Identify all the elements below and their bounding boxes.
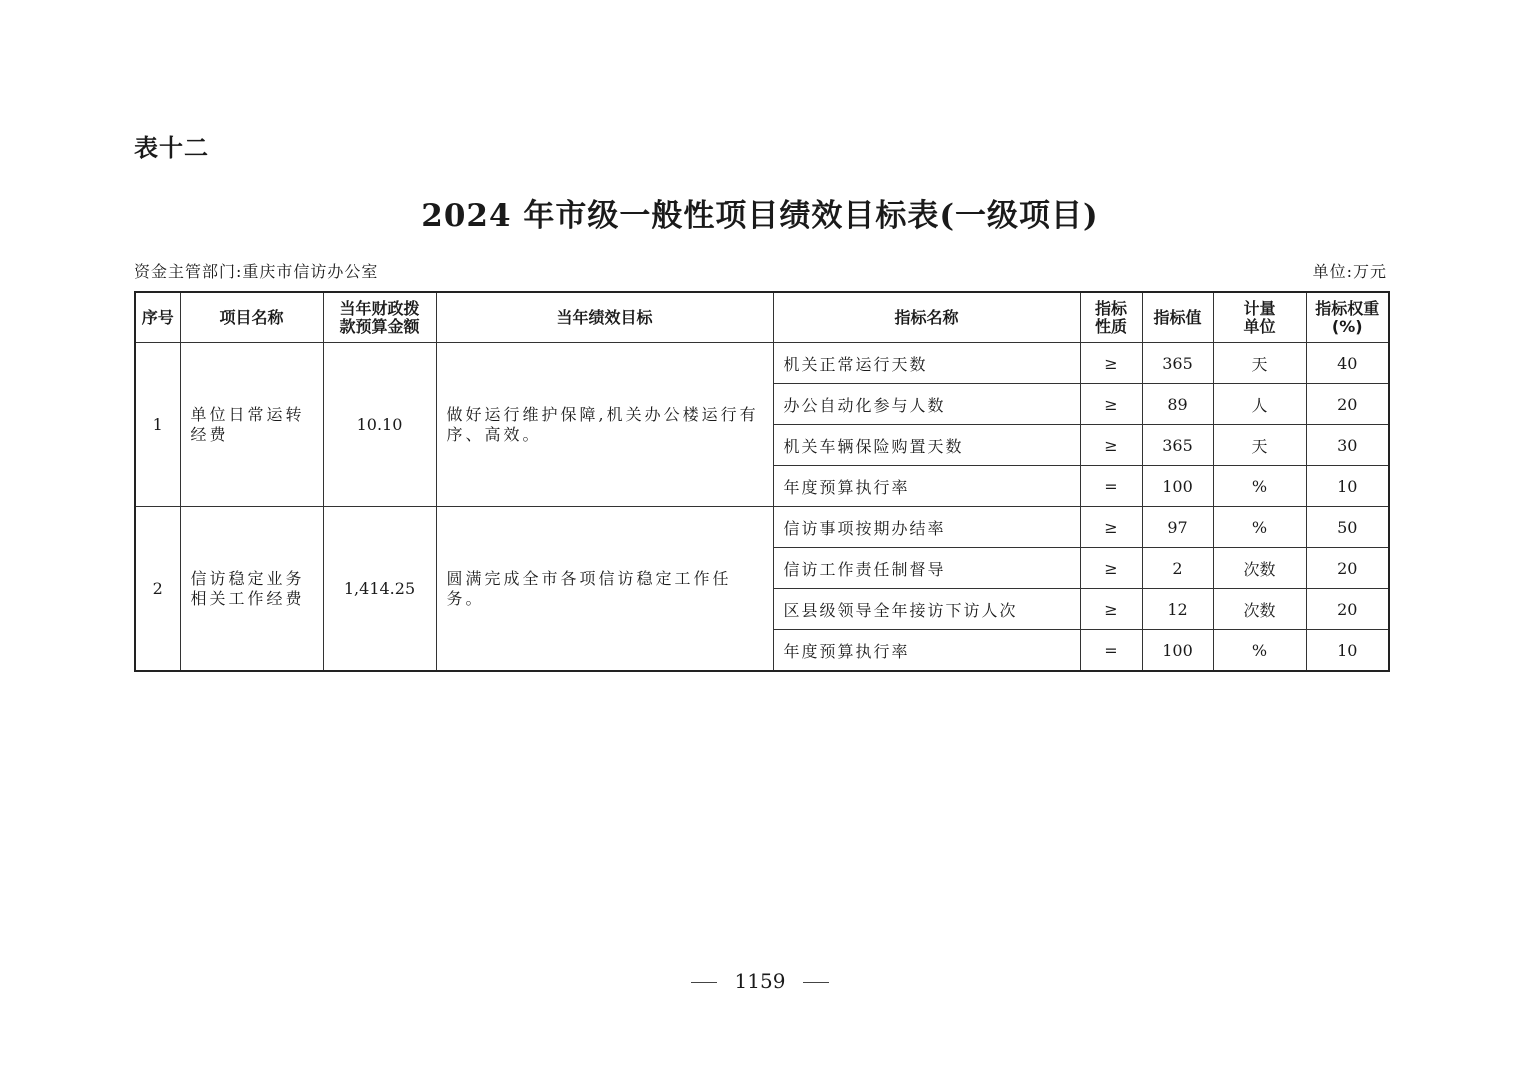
indicator-unit: % bbox=[1213, 630, 1306, 672]
indicator-value: 97 bbox=[1142, 507, 1213, 548]
project-goal: 圆满完成全市各项信访稳定工作任务。 bbox=[436, 507, 773, 672]
indicator-nature: ≥ bbox=[1080, 343, 1142, 384]
indicator-name: 信访事项按期办结率 bbox=[773, 507, 1080, 548]
department-label: 资金主管部门:重庆市信访办公室 bbox=[134, 262, 379, 281]
indicator-value: 89 bbox=[1142, 384, 1213, 425]
indicator-unit: 天 bbox=[1213, 343, 1306, 384]
indicator-weight: 20 bbox=[1306, 548, 1389, 589]
header-seq: 序号 bbox=[135, 292, 180, 343]
project-goal: 做好运行维护保障,机关办公楼运行有序、高效。 bbox=[436, 343, 773, 507]
unit-label: 单位:万元 bbox=[1312, 262, 1387, 281]
header-budget: 当年财政拨 款预算金额 bbox=[323, 292, 436, 343]
indicator-weight: 40 bbox=[1306, 343, 1389, 384]
table-header-row bbox=[135, 292, 1389, 343]
header-unit: 计量 单位 bbox=[1213, 292, 1306, 343]
header-indicator-name: 指标名称 bbox=[773, 292, 1080, 343]
indicator-name: 机关正常运行天数 bbox=[773, 343, 1080, 384]
indicator-weight: 10 bbox=[1306, 630, 1389, 672]
table-row bbox=[135, 507, 1389, 548]
project-seq: 2 bbox=[135, 507, 180, 672]
footer-dash-left bbox=[691, 982, 717, 983]
project-budget: 10.10 bbox=[323, 343, 436, 507]
indicator-unit: % bbox=[1213, 507, 1306, 548]
project-name: 信访稳定业务相关工作经费 bbox=[180, 507, 323, 672]
indicator-weight: 20 bbox=[1306, 589, 1389, 630]
header-nature: 指标 性质 bbox=[1080, 292, 1142, 343]
indicator-nature: ≥ bbox=[1080, 425, 1142, 466]
indicator-weight: 20 bbox=[1306, 384, 1389, 425]
page-footer bbox=[0, 969, 1520, 993]
indicator-value: 365 bbox=[1142, 425, 1213, 466]
indicator-name: 信访工作责任制督导 bbox=[773, 548, 1080, 589]
footer-dash-right bbox=[803, 982, 829, 983]
project-seq: 1 bbox=[135, 343, 180, 507]
indicator-unit: 天 bbox=[1213, 425, 1306, 466]
indicator-value: 12 bbox=[1142, 589, 1213, 630]
indicator-name: 区县级领导全年接访下访人次 bbox=[773, 589, 1080, 630]
header-weight: 指标权重 (%) bbox=[1306, 292, 1389, 343]
table-row bbox=[135, 343, 1389, 384]
indicator-value: 100 bbox=[1142, 466, 1213, 507]
indicator-nature: = bbox=[1080, 466, 1142, 507]
indicator-name: 年度预算执行率 bbox=[773, 630, 1080, 672]
indicator-value: 100 bbox=[1142, 630, 1213, 672]
indicator-name: 机关车辆保险购置天数 bbox=[773, 425, 1080, 466]
header-goal: 当年绩效目标 bbox=[436, 292, 773, 343]
table-label: 表十二 bbox=[134, 134, 209, 162]
indicator-unit: % bbox=[1213, 466, 1306, 507]
indicator-name: 办公自动化参与人数 bbox=[773, 384, 1080, 425]
indicator-unit: 人 bbox=[1213, 384, 1306, 425]
indicator-unit: 次数 bbox=[1213, 548, 1306, 589]
indicator-nature: ≥ bbox=[1080, 384, 1142, 425]
performance-table bbox=[134, 291, 1390, 672]
indicator-nature: = bbox=[1080, 630, 1142, 672]
project-name: 单位日常运转经费 bbox=[180, 343, 323, 507]
page-title: 2024 年市级一般性项目绩效目标表(一级项目) bbox=[421, 198, 1099, 234]
indicator-weight: 30 bbox=[1306, 425, 1389, 466]
indicator-name: 年度预算执行率 bbox=[773, 466, 1080, 507]
indicator-value: 2 bbox=[1142, 548, 1213, 589]
indicator-weight: 10 bbox=[1306, 466, 1389, 507]
header-project-name: 项目名称 bbox=[180, 292, 323, 343]
project-budget: 1,414.25 bbox=[323, 507, 436, 672]
indicator-value: 365 bbox=[1142, 343, 1213, 384]
indicator-nature: ≥ bbox=[1080, 507, 1142, 548]
indicator-unit: 次数 bbox=[1213, 589, 1306, 630]
indicator-nature: ≥ bbox=[1080, 589, 1142, 630]
header-value: 指标值 bbox=[1142, 292, 1213, 343]
indicator-weight: 50 bbox=[1306, 507, 1389, 548]
indicator-nature: ≥ bbox=[1080, 548, 1142, 589]
page-number: 1159 bbox=[734, 969, 786, 993]
